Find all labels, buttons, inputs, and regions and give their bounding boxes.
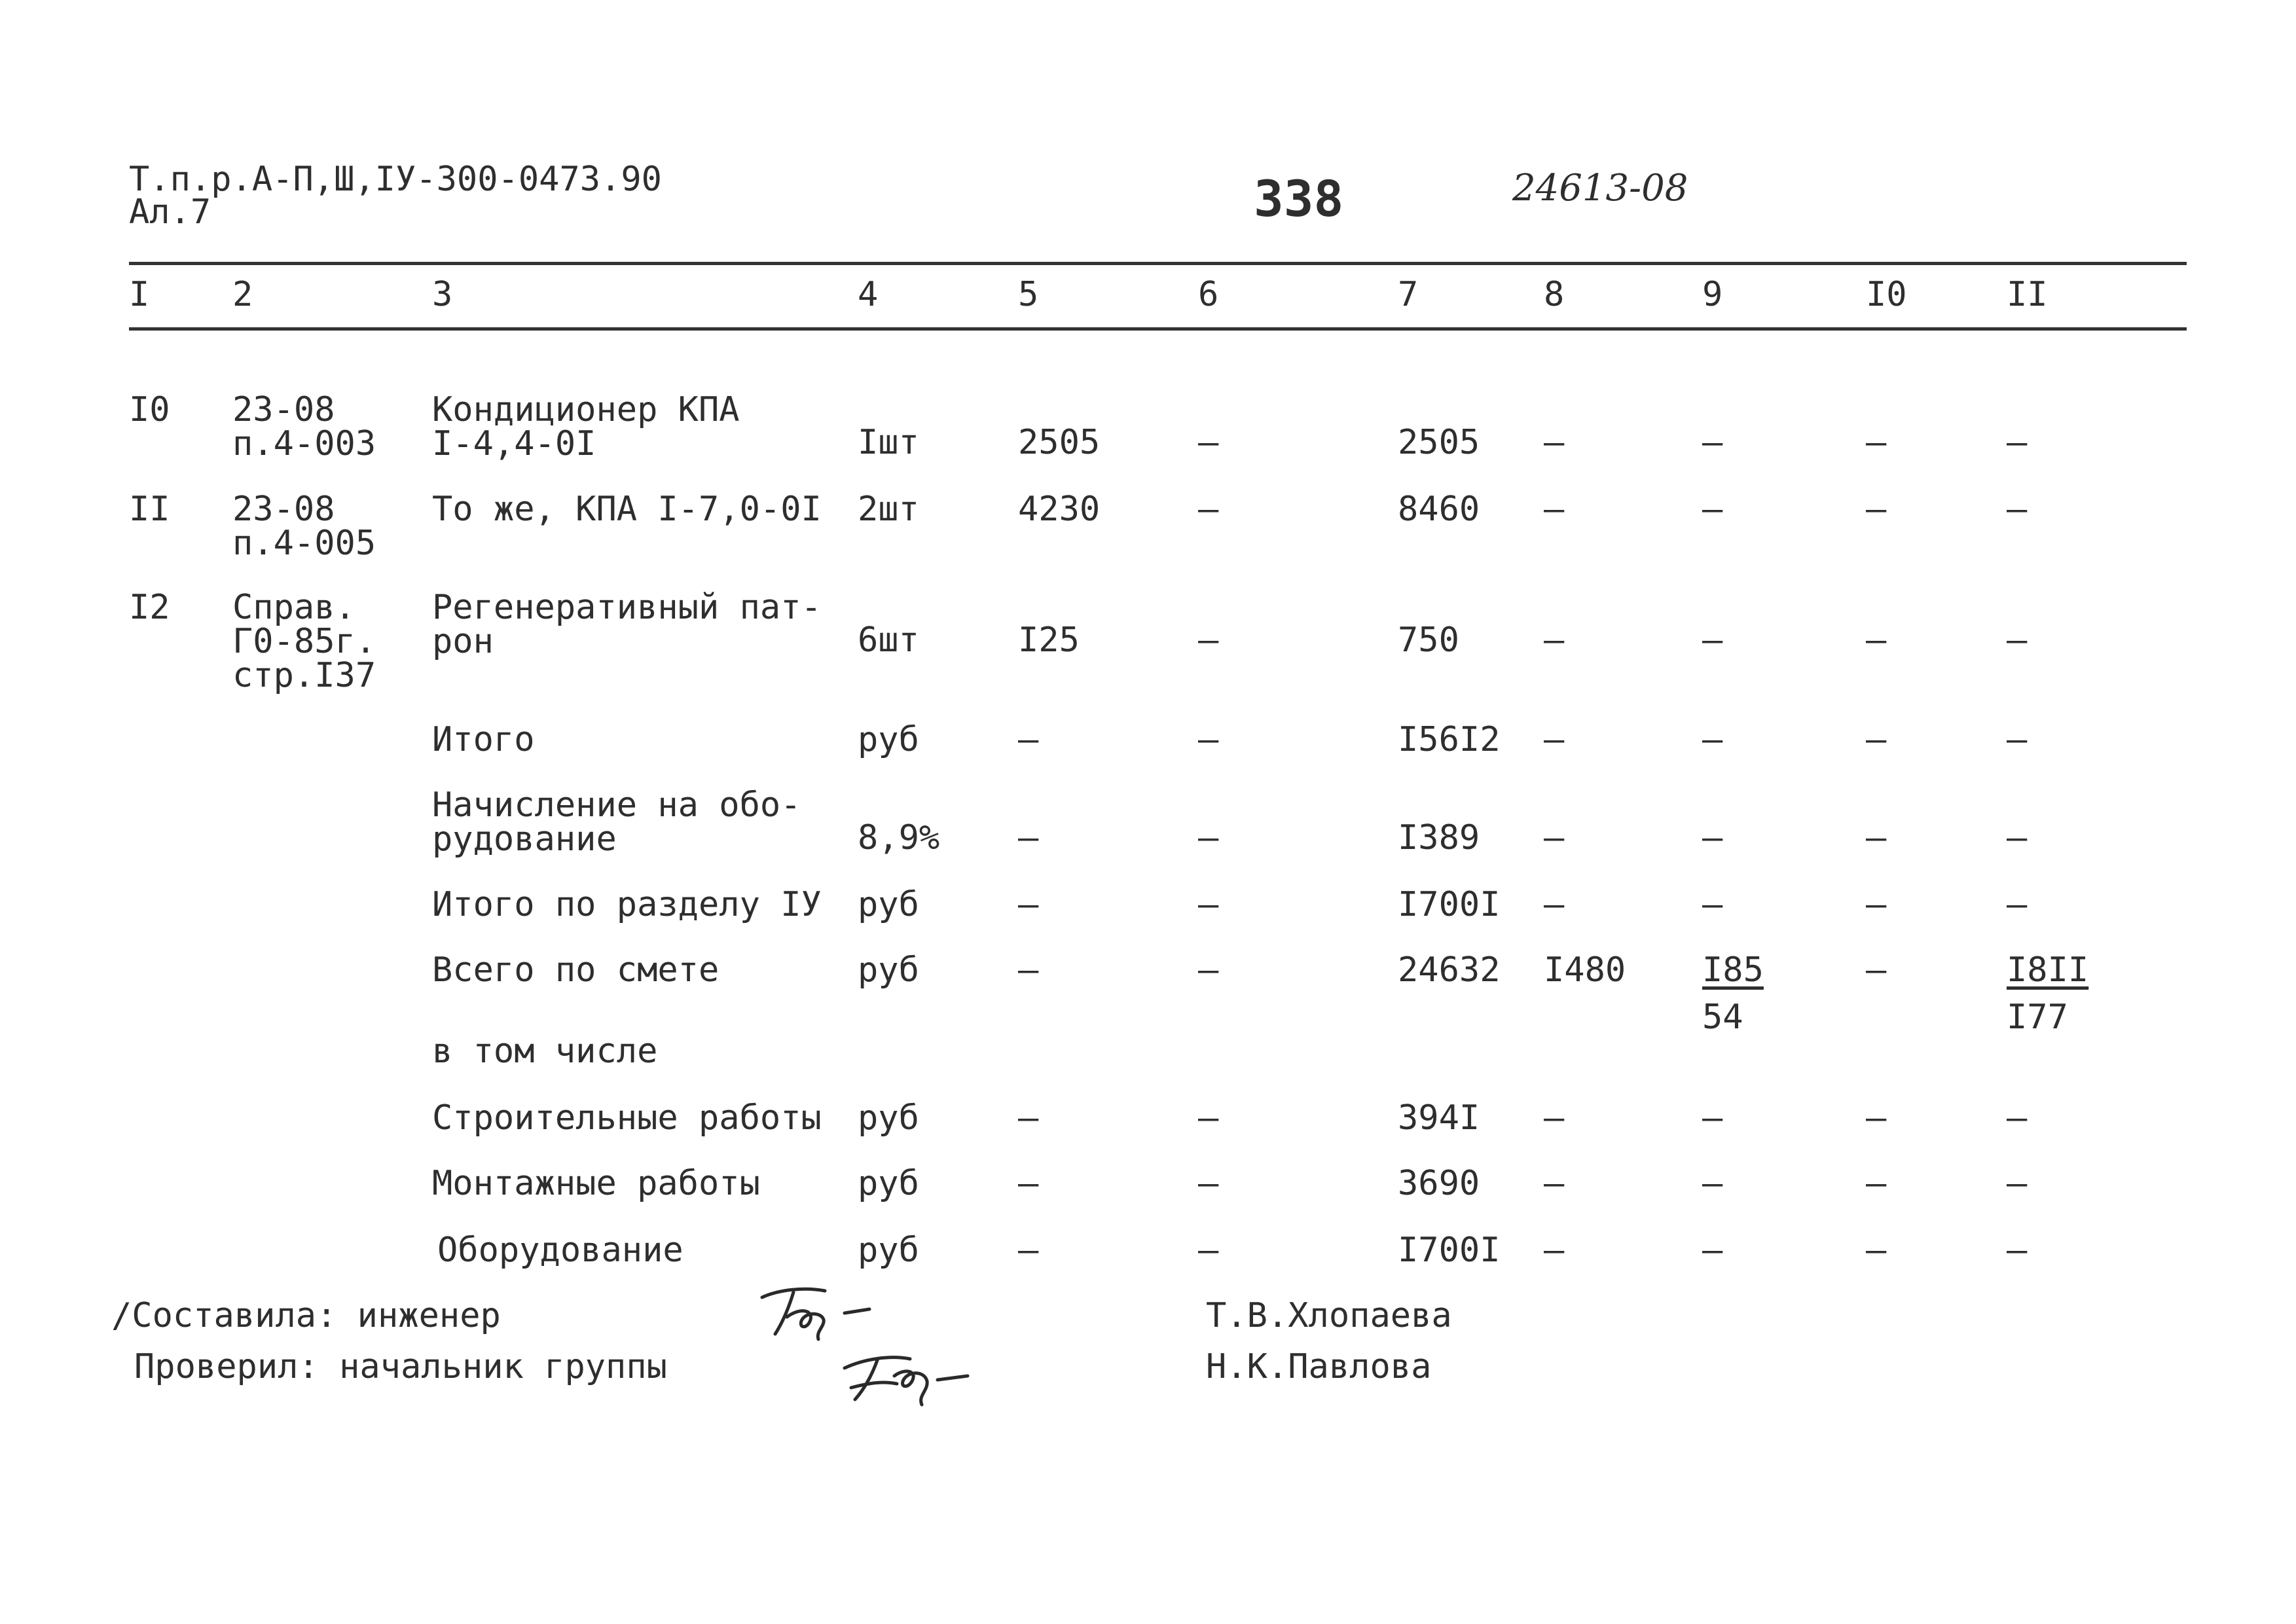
row-col8: – [1544,1231,1565,1270]
column-header-10: I0 [1866,275,1907,314]
row-total: I700I [1398,885,1501,924]
row-col6: – [1198,423,1219,462]
row-total: I389 [1398,818,1480,857]
row-price: – [1018,950,1039,990]
row-name: Монтажные работы [432,1164,760,1203]
row-unit: руб [858,950,919,990]
column-header-8: 8 [1544,275,1565,314]
row-col8: – [1544,1098,1565,1138]
row-price: 2505 [1018,423,1101,462]
row-col8: – [1544,885,1565,924]
row-col10: – [1866,1231,1887,1270]
row-col8: – [1544,720,1565,759]
row-col8: – [1544,621,1565,660]
row-col8: – [1544,818,1565,857]
signature-compiler [753,1283,897,1342]
row-col8: I480 [1544,950,1626,990]
row-total: 8460 [1398,490,1480,529]
sheet-number: Ал.7 [129,192,211,232]
row-col9: – [1702,621,1723,660]
row-col9: – [1702,885,1723,924]
row-col10: – [1866,1164,1887,1203]
row-total: 2505 [1398,423,1480,462]
row-name: Итого по разделу IУ [432,885,822,924]
row-col6: – [1198,720,1219,759]
row-col6: – [1198,1231,1219,1270]
row-col10: – [1866,885,1887,924]
row-total: I700I [1398,1231,1501,1270]
row-col9: – [1702,490,1723,529]
row-col11: – [2007,490,2028,529]
row-unit: руб [858,1231,919,1270]
row-col11: – [2007,423,2028,462]
row-col9: – [1702,423,1723,462]
row-unit: руб [858,885,919,924]
row-col11: – [2007,1231,2028,1270]
column-header-5: 5 [1018,275,1039,314]
row-col11-sub: I77 [2007,998,2068,1037]
row-col9: – [1702,720,1723,759]
row-col9: – [1702,1098,1723,1138]
row-number: I0 [129,390,170,429]
row-col6: – [1198,885,1219,924]
row-col10: – [1866,490,1887,529]
row-col8: – [1544,423,1565,462]
row-col6: – [1198,818,1219,857]
row-price: – [1018,1231,1039,1270]
column-header-4: 4 [858,275,879,314]
row-name: Итого [432,720,535,759]
row-unit: 2шт [858,490,919,529]
row-price: I25 [1018,621,1080,660]
row-name: Регенеративный пат- рон [432,588,822,661]
row-price: – [1018,818,1039,857]
column-header-3: 3 [432,275,453,314]
row-col8: – [1544,1164,1565,1203]
row-col9-sub: 54 [1702,998,1743,1037]
checked-by-name: Н.К.Павлова [1206,1347,1432,1386]
row-col10: – [1866,720,1887,759]
column-header-7: 7 [1398,275,1419,314]
row-total: I56I2 [1398,720,1501,759]
row-col11: – [2007,1164,2028,1203]
row-unit: Iшт [858,423,919,462]
row-col6: – [1198,950,1219,990]
checked-by-label: Проверил: начальник группы [134,1347,667,1386]
row-col9: – [1702,1164,1723,1203]
row-col11: – [2007,621,2028,660]
row-col10: – [1866,423,1887,462]
row-total: 3690 [1398,1164,1480,1203]
row-price: – [1018,1164,1039,1203]
row-col10: – [1866,1098,1887,1138]
row-col6: – [1198,490,1219,529]
row-code: 23-08 п.4-003 [232,390,376,463]
row-unit: руб [858,1164,919,1203]
header-rule-bottom [129,327,2187,331]
row-unit: руб [858,720,919,759]
row-name: Начисление на обо- рудование [432,785,801,859]
row-name: в том числе [432,1032,658,1071]
row-total: 394I [1398,1098,1480,1138]
compiled-by-label: /Составила: инженер [111,1296,501,1335]
row-total: 750 [1398,621,1459,660]
column-header-2: 2 [232,275,253,314]
row-col10: – [1866,818,1887,857]
row-name: Оборудование [437,1231,683,1270]
row-col11: I8II [2007,950,2089,990]
row-col11: – [2007,818,2028,857]
page-number: 338 [1254,170,1344,228]
row-col10: – [1866,621,1887,660]
row-price: – [1018,1098,1039,1138]
row-col11: – [2007,885,2028,924]
signature-checker [831,1342,982,1407]
row-col6: – [1198,621,1219,660]
row-col6: – [1198,1098,1219,1138]
row-total: 24632 [1398,950,1501,990]
column-header-9: 9 [1702,275,1723,314]
row-number: I2 [129,588,170,627]
row-name: Кондиционер КПА I-4,4-0I [432,390,740,463]
column-header-6: 6 [1198,275,1219,314]
row-col9: – [1702,1231,1723,1270]
row-col11: – [2007,720,2028,759]
row-unit: 6шт [858,621,919,660]
compiled-by-name: Т.В.Хлопаева [1206,1296,1452,1335]
row-price: – [1018,885,1039,924]
row-col9: I85 [1702,950,1764,990]
row-code: 23-08 п.4-005 [232,490,376,563]
handwritten-reference: 24613-08 [1512,167,1688,209]
column-header-11: II [2007,275,2048,314]
row-name: Строительные работы [432,1098,822,1138]
row-price: – [1018,720,1039,759]
row-col6: – [1198,1164,1219,1203]
document-code: Т.п.р.А-П,Ш,IУ-300-0473.90 [129,160,662,199]
row-col8: – [1544,490,1565,529]
row-unit: руб [858,1098,919,1138]
header-rule-top [129,262,2187,265]
row-name: Всего по смете [432,950,720,990]
column-header-1: I [129,275,150,314]
row-col9: – [1702,818,1723,857]
row-number: II [129,490,170,529]
row-price: 4230 [1018,490,1101,529]
row-col10: – [1866,950,1887,990]
row-name: То же, КПА I-7,0-0I [432,490,822,529]
row-code: Справ. Г0-85г. стр.I37 [232,588,376,695]
row-unit: 8,9% [858,818,940,857]
row-col11: – [2007,1098,2028,1138]
